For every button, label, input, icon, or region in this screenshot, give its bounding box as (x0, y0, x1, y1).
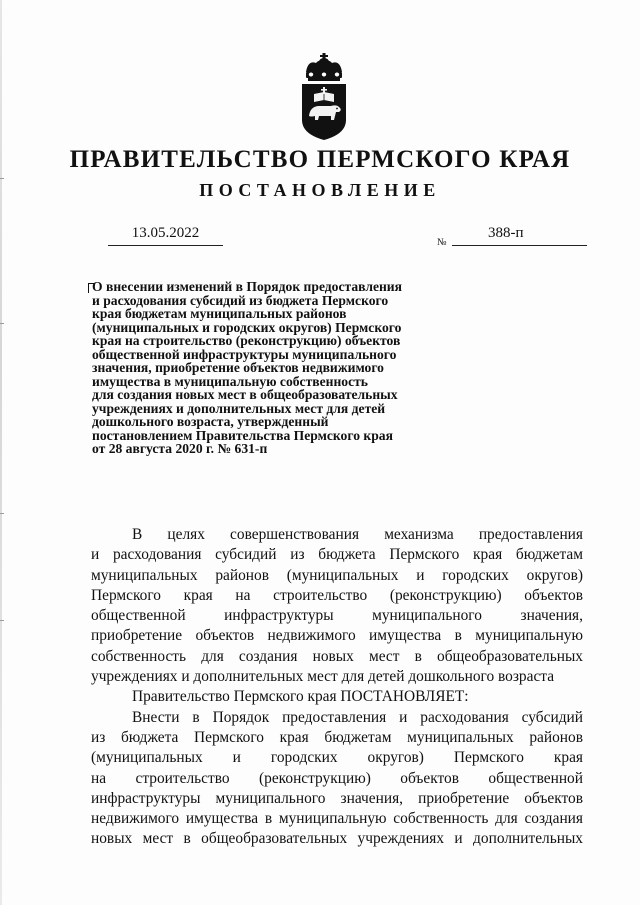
scan-mark (0, 620, 4, 621)
scan-mark (0, 178, 4, 179)
body-line: (муниципальных и городских округов) Пермского края (91, 749, 583, 767)
subject-line: имущества в муниципальную собственность (92, 373, 368, 389)
body-line: приобретение объектов недвижимого имущества в муниципальную (91, 627, 583, 645)
body-line: и расходования субсидий из бюджета Пермского края бюджетам (91, 546, 583, 564)
body-line: Пермского края на строительство (реконструкцию) объектов (91, 586, 583, 604)
subject-line: дошкольного возраста, утвержденный (92, 414, 329, 429)
body-line: Правительство Пермского края ПОСТАНОВЛЯЕТ: (132, 688, 469, 706)
body-line: из бюджета Пермского края бюджетам муниципальных районов (91, 728, 583, 746)
number-sign: № (437, 237, 447, 248)
body-line: недвижимого имущества в муниципальную собственность для создания (91, 810, 583, 828)
document-body (91, 525, 583, 850)
coat-of-arms-icon (298, 50, 350, 142)
subject-line: учреждениях и дополнительных мест для детей (92, 400, 386, 416)
body-line: новых мест в общеобразовательных учреждениях и дополнительных (91, 830, 583, 848)
subject-line: и расходования субсидий из бюджета Пермского (92, 292, 389, 308)
body-line: общественной инфраструктуры муниципального значения, (91, 607, 583, 625)
body-line: собственность для создания новых мест в общеобразовательных (91, 647, 583, 665)
subject-line: общественной инфраструктуры муниципального (92, 346, 397, 362)
document-subject (92, 280, 452, 456)
subject-line: края на строительство (реконструкцию) объектов (92, 333, 401, 348)
body-line: муниципальных районов (муниципальных и городских округов) (91, 566, 583, 584)
subject-line: постановлением Правительства Пермского края (92, 427, 393, 443)
document-number: 388-п (452, 225, 587, 246)
subject-line: края бюджетам муниципальных районов (92, 306, 347, 321)
government-title: ПРАВИТЕЛЬСТВО ПЕРМСКОГО КРАЯ (69, 146, 571, 173)
body-line: инфраструктуры муниципального значения, приобретение объектов (91, 789, 583, 807)
subject-line: значения, приобретение объектов недвижимого (92, 360, 384, 375)
body-line: учреждениях и дополнительных мест для детей дошкольного возраста (91, 668, 555, 686)
subject-line: О внесении изменений в Порядок предоставления (92, 279, 402, 294)
body-line: на строительство (реконструкцию) объектов общественной (91, 769, 583, 787)
scan-edge (0, 0, 2, 905)
body-line: Внести в Порядок предоставления и расходования субсидий (132, 708, 583, 726)
document-type: ПОСТАНОВЛЕНИЕ (199, 180, 441, 200)
document-date: 13.05.2022 (108, 225, 223, 246)
subject-line: (муниципальных и городских округов) Пермского (92, 319, 402, 335)
scan-mark (0, 513, 4, 514)
body-line: В целях совершенствования механизма предоставления (132, 526, 583, 543)
subject-line: от 28 августа 2020 г. № 631-п (92, 441, 268, 456)
subject-line: для создания новых мест в общеобразовательных (92, 387, 398, 402)
scan-mark (0, 323, 4, 324)
